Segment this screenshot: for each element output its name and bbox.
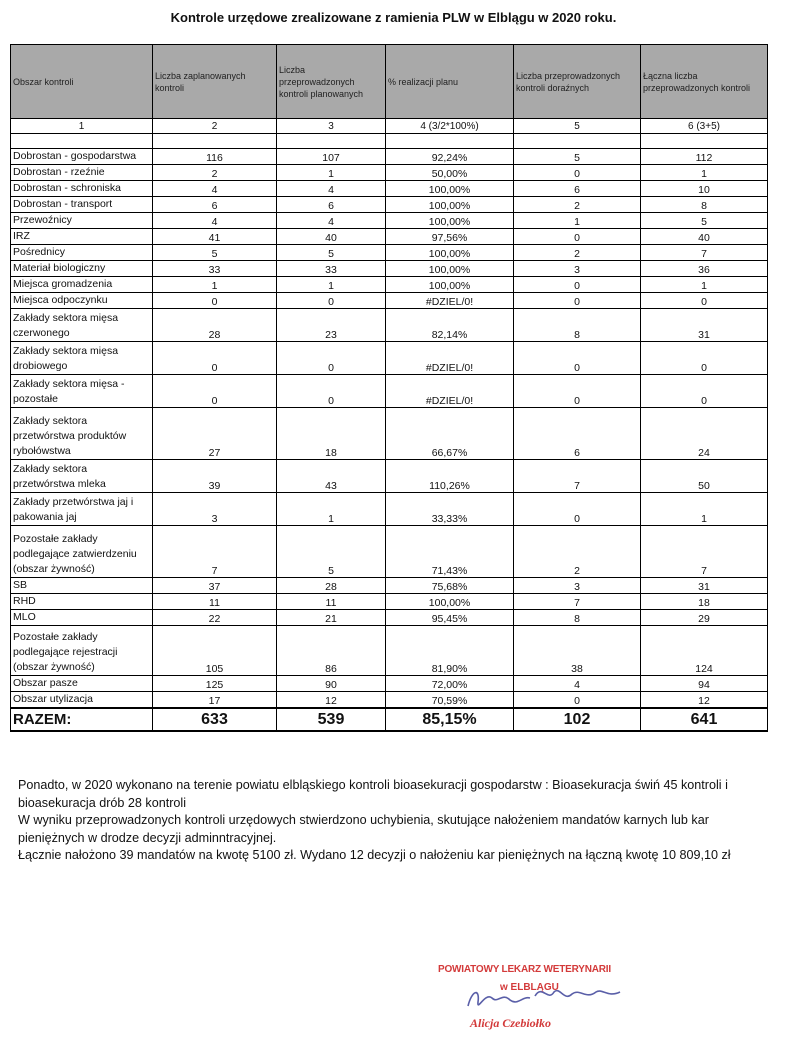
table-row [11,460,768,493]
done-cell: 40 [277,229,386,245]
adhoc-cell: 0 [514,293,641,309]
adhoc-cell: 2 [514,197,641,213]
total-cell: 29 [641,610,768,626]
header-pct: % realizacji planu [386,45,514,119]
stamp-line-2: w ELBLĄGU [500,982,559,993]
done-cell: 0 [277,293,386,309]
planned-cell: 27 [153,408,277,460]
stamp-line-1: POWIATOWY LEKARZ WETERYNARII [438,964,611,975]
pct-cell: 100,00% [386,213,514,229]
total-cell: 1 [641,165,768,181]
planned-cell: 17 [153,692,277,709]
total-cell: 12 [641,692,768,709]
column-number: 6 (3+5) [641,119,768,134]
note-uchybienia: W wyniku przeprowadzonych kontroli urzędowych stwierdzono uchybienia, skutujące nałożeniem mandatów karnych lub kar pieniężnych w drodze decyzji adminntracyjnej. [18,813,709,845]
pct-cell: 110,26% [386,460,514,493]
total-cell: 8 [641,197,768,213]
adhoc-cell: 7 [514,594,641,610]
table-row [11,165,768,181]
adhoc-cell: 2 [514,245,641,261]
planned-cell: 3 [153,493,277,526]
area-cell: Miejsca odpoczynku [11,293,153,309]
done-cell: 86 [277,626,386,676]
table-row [11,610,768,626]
area-cell: Zakłady przetwórstwa jaj i pakowania jaj [11,493,153,526]
header-total: Łączna liczba przeprowadzonych kontroli [641,45,768,119]
table-row [11,526,768,578]
area-cell: Materiał biologiczny [11,261,153,277]
done-cell: 4 [277,213,386,229]
adhoc-cell: 0 [514,229,641,245]
table-row [11,594,768,610]
area-cell: Zakłady sektora przetwórstwa mleka [11,460,153,493]
table-row [11,309,768,342]
table-row [11,149,768,165]
total-cell: 36 [641,261,768,277]
pct-cell: 97,56% [386,229,514,245]
adhoc-cell: 38 [514,626,641,676]
total-pct-cell: 85,15% [386,708,514,731]
done-cell: 18 [277,408,386,460]
total-cell: 94 [641,676,768,692]
pct-cell: 100,00% [386,197,514,213]
table-row [11,578,768,594]
total-cell: 112 [641,149,768,165]
done-cell: 5 [277,526,386,578]
pct-cell: 75,68% [386,578,514,594]
pct-cell: 82,14% [386,309,514,342]
total-cell: 31 [641,578,768,594]
planned-cell: 2 [153,165,277,181]
total-cell: 0 [641,375,768,408]
pct-cell: 81,90% [386,626,514,676]
area-cell: Przewoźnicy [11,213,153,229]
pct-cell: #DZIEL/0! [386,293,514,309]
adhoc-cell: 2 [514,526,641,578]
signatory-name: Alicja Czebiołko [470,1016,551,1030]
adhoc-cell: 6 [514,408,641,460]
done-cell: 4 [277,181,386,197]
planned-cell: 0 [153,342,277,375]
adhoc-cell: 0 [514,375,641,408]
table-row [11,197,768,213]
area-cell: Dobrostan - gospodarstwa [11,149,153,165]
total-cell: 124 [641,626,768,676]
pct-cell: #DZIEL/0! [386,375,514,408]
total-planned-cell: 633 [153,708,277,731]
planned-cell: 39 [153,460,277,493]
area-cell: Dobrostan - rzeźnie [11,165,153,181]
total-cell: 50 [641,460,768,493]
table-row [11,293,768,309]
done-cell: 33 [277,261,386,277]
note-mandaty: Łącznie nałożono 39 mandatów na kwotę 5100 zł. Wydano 12 decyzji o nałożeniu kar pieniężnych na łączną kwotę 10 809,10 zł [18,848,731,862]
total-cell: 1 [641,277,768,293]
pct-cell: 72,00% [386,676,514,692]
planned-cell: 0 [153,293,277,309]
pct-cell: 95,45% [386,610,514,626]
done-cell: 90 [277,676,386,692]
pct-cell: 50,00% [386,165,514,181]
area-cell: Zakłady sektora mięsa drobiowego [11,342,153,375]
total-cell: 40 [641,229,768,245]
pct-cell: 100,00% [386,181,514,197]
done-cell: 5 [277,245,386,261]
table-row [11,375,768,408]
planned-cell: 125 [153,676,277,692]
table-row [11,261,768,277]
adhoc-cell: 0 [514,165,641,181]
pct-cell: 92,24% [386,149,514,165]
area-cell: Dobrostan - schroniska [11,181,153,197]
planned-cell: 6 [153,197,277,213]
total-row [11,708,768,731]
done-cell: 28 [277,578,386,594]
column-number: 1 [11,119,153,134]
adhoc-cell: 5 [514,149,641,165]
signature-graphic [430,962,630,1022]
area-cell: Zakłady sektora mięsa czerwonego [11,309,153,342]
area-cell: Zakłady sektora mięsa - pozostałe [11,375,153,408]
total-cell: 18 [641,594,768,610]
total-cell: 0 [641,342,768,375]
table-row [11,342,768,375]
done-cell: 1 [277,493,386,526]
adhoc-cell: 8 [514,309,641,342]
planned-cell: 4 [153,213,277,229]
planned-cell: 7 [153,526,277,578]
total-area-cell: RAZEM: [11,708,153,731]
header-planned: Liczba zaplanowanych kontroli [153,45,277,119]
header-adhoc: Liczba przeprowadzonych kontroli doraźnych [514,45,641,119]
official-stamp [430,962,630,1047]
total-cell: 0 [641,293,768,309]
done-cell: 43 [277,460,386,493]
planned-cell: 5 [153,245,277,261]
table-row [11,676,768,692]
area-cell: RHD [11,594,153,610]
header-area: Obszar kontroli [11,45,153,119]
area-cell: Obszar pasze [11,676,153,692]
table-row [11,692,768,709]
area-cell: Dobrostan - transport [11,197,153,213]
column-number: 5 [514,119,641,134]
document-title: Kontrole urzędowe zrealizowane z ramienia PLW w Elblągu w 2020 roku. [170,10,617,25]
table-row [11,493,768,526]
adhoc-cell: 8 [514,610,641,626]
done-cell: 12 [277,692,386,709]
area-cell: Obszar utylizacja [11,692,153,709]
total-cell: 7 [641,526,768,578]
planned-cell: 11 [153,594,277,610]
pct-cell: 100,00% [386,277,514,293]
pct-cell: 100,00% [386,261,514,277]
planned-cell: 37 [153,578,277,594]
planned-cell: 116 [153,149,277,165]
table-row [11,626,768,676]
area-cell: IRZ [11,229,153,245]
adhoc-cell: 0 [514,277,641,293]
area-cell: Pozostałe zakłady podlegające rejestracji (obszar żywność) [11,626,153,676]
area-cell: Pośrednicy [11,245,153,261]
column-number: 4 (3/2*100%) [386,119,514,134]
done-cell: 21 [277,610,386,626]
column-number: 3 [277,119,386,134]
area-cell: Miejsca gromadzenia [11,277,153,293]
pct-cell: 33,33% [386,493,514,526]
adhoc-cell: 0 [514,342,641,375]
adhoc-cell: 1 [514,213,641,229]
done-cell: 1 [277,165,386,181]
pct-cell: 71,43% [386,526,514,578]
done-cell: 6 [277,197,386,213]
total-cell: 7 [641,245,768,261]
area-cell: Pozostałe zakłady podlegające zatwierdzeniu (obszar żywność) [11,526,153,578]
spacer-row [11,134,768,149]
done-cell: 11 [277,594,386,610]
planned-cell: 1 [153,277,277,293]
total-cell: 5 [641,213,768,229]
adhoc-cell: 4 [514,676,641,692]
total-cell: 1 [641,493,768,526]
table-row [11,213,768,229]
total-cell: 31 [641,309,768,342]
table-row [11,408,768,460]
planned-cell: 105 [153,626,277,676]
table-row [11,229,768,245]
total-total-cell: 641 [641,708,768,731]
adhoc-cell: 0 [514,692,641,709]
adhoc-cell: 6 [514,181,641,197]
planned-cell: 33 [153,261,277,277]
done-cell: 23 [277,309,386,342]
pct-cell: 66,67% [386,408,514,460]
done-cell: 1 [277,277,386,293]
area-cell: Zakłady sektora przetwórstwa produktów rybołówstwa [11,408,153,460]
done-cell: 0 [277,342,386,375]
adhoc-cell: 3 [514,261,641,277]
pct-cell: 100,00% [386,594,514,610]
area-cell: SB [11,578,153,594]
total-cell: 10 [641,181,768,197]
pct-cell: #DZIEL/0! [386,342,514,375]
controls-table [10,44,768,732]
planned-cell: 28 [153,309,277,342]
total-done-cell: 539 [277,708,386,731]
pct-cell: 70,59% [386,692,514,709]
adhoc-cell: 0 [514,493,641,526]
total-cell: 24 [641,408,768,460]
total-adhoc-cell: 102 [514,708,641,731]
planned-cell: 22 [153,610,277,626]
table-row [11,277,768,293]
adhoc-cell: 7 [514,460,641,493]
adhoc-cell: 3 [514,578,641,594]
table-row [11,245,768,261]
header-done: Liczba przeprowadzonych kontroli planowanych [277,45,386,119]
planned-cell: 4 [153,181,277,197]
table-row [11,181,768,197]
planned-cell: 41 [153,229,277,245]
done-cell: 107 [277,149,386,165]
notes [18,777,778,865]
note-bioasekuracja: Ponadto, w 2020 wykonano na terenie powiatu elbląskiego kontroli bioasekuracji gospodarstw : Bioasekuracja świń 45 kontroli i bioasekuracja drób 28 kontroli [18,778,728,810]
pct-cell: 100,00% [386,245,514,261]
planned-cell: 0 [153,375,277,408]
done-cell: 0 [277,375,386,408]
area-cell: MLO [11,610,153,626]
column-number: 2 [153,119,277,134]
